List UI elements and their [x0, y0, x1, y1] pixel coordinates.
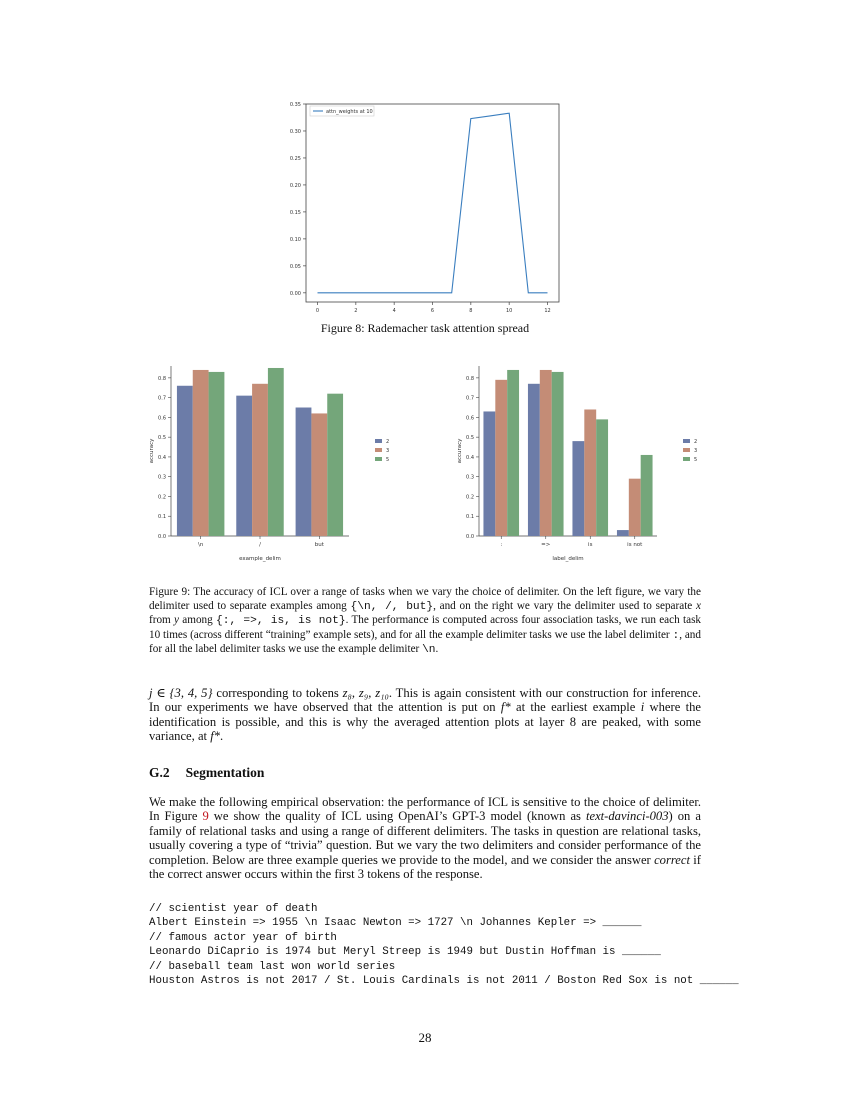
code-line: Leonardo DiCaprio is 1974 but Meryl Streep is 1949 but Dustin Hoffman is ______	[149, 946, 661, 959]
y-tick-label: 0.7	[158, 395, 166, 402]
y-tick-label: 0.6	[158, 415, 166, 422]
y-tick-label: 0.05	[289, 263, 301, 270]
code-line: // scientist year of death	[149, 903, 318, 915]
y-tick-label: 0.5	[466, 435, 474, 442]
x-axis-label: example_delim	[239, 556, 281, 562]
bar	[596, 419, 608, 536]
y-tick-label: 0.2	[158, 494, 166, 501]
x-tick-label: 8	[469, 308, 473, 314]
y-tick-label: 0.1	[466, 514, 474, 521]
bar	[177, 386, 193, 536]
y-tick-label: 0.3	[466, 474, 474, 481]
legend-label: 2	[694, 439, 698, 445]
bar	[552, 372, 564, 536]
bar	[572, 441, 584, 536]
paragraph-attention: j ∈ {3, 4, 5} corresponding to tokens z₈, z₉, z₁₀. This is again consistent with our construction for inference. In our experiments we have observed that the attention is put on f* at the earliest example i where the identification is possible, and this is why the averaged attention plots at layer 8 are peaked, with some variance, at f*.	[149, 686, 701, 744]
x-tick-label: :	[500, 542, 503, 548]
x-tick-label: /	[259, 542, 261, 548]
bar	[540, 370, 552, 536]
bar	[311, 413, 327, 536]
bar	[327, 394, 343, 536]
figure-9-link[interactable]: 9	[202, 809, 209, 824]
y-axis-label: accuracy	[149, 438, 155, 464]
y-tick-label: 0.7	[466, 395, 474, 402]
legend-label: 3	[694, 448, 698, 454]
x-axis-label: label_delim	[552, 556, 584, 562]
y-tick-label: 0.00	[289, 290, 301, 297]
legend-swatch	[683, 448, 690, 452]
code-line: Albert Einstein => 1955 \n Isaac Newton => 1727 \n Johannes Kepler => ______	[149, 917, 642, 930]
fig8-line-chart	[280, 98, 570, 318]
x-tick-label: =>	[541, 542, 551, 548]
paragraph-segmentation: We make the following empirical observation: the performance of ICL is sensitive to the choice of delimiter. In Figure 9 we show the quality of ICL using OpenAI’s GPT-3 model (known as text-davinci-003) on a family of relational tasks and using a range of different delimiters. The tasks in question are relational tasks, usually covering a type of “trivia” question. But we vary the two delimiters and consider performance of the completion. Below are three example queries we provide to the model, and we consider the answer correct if the correct answer occurs within the first 3 tokens of the response.	[149, 795, 701, 882]
y-tick-label: 0.0	[158, 534, 166, 540]
x-tick-label: is not	[627, 542, 643, 548]
bar	[209, 372, 225, 536]
bar	[641, 455, 653, 536]
legend-label: 5	[386, 457, 390, 463]
x-tick-label: 2	[354, 308, 358, 314]
bar	[617, 530, 629, 536]
attn-weights-line	[318, 113, 548, 293]
page-number: 28	[418, 1030, 432, 1045]
y-tick-label: 0.8	[466, 375, 474, 382]
bar	[584, 409, 596, 536]
bar	[296, 408, 312, 536]
bar	[268, 368, 284, 536]
bar	[495, 380, 507, 536]
fig9-caption: Figure 9: The accuracy of ICL over a range of tasks when we vary the choice of delimiter. On the left figure, we vary the delimiter used to separate examples among {\n, /, but}, and on the right we vary the delimiter used to separate x from y among {:, =>, is, is not}. The performance is computed across four association tasks, we run each task 10 times (across different “training” example sets), and for all the example delimiter tasks we use the label delimiter :, and for all the label delimiter tasks we use the example delimiter \n.	[149, 586, 702, 657]
x-tick-label: but	[314, 542, 324, 548]
section-heading	[149, 765, 264, 781]
legend-label: 3	[386, 448, 390, 454]
code-line: // famous actor year of birth	[149, 931, 337, 944]
y-tick-label: 0.1	[158, 514, 166, 521]
x-tick-label: 12	[544, 308, 551, 314]
fig9-left-bar-chart	[135, 358, 415, 568]
legend-swatch	[375, 448, 382, 452]
fig9-right-bar-chart	[443, 358, 723, 568]
x-tick-label: 6	[430, 308, 435, 314]
y-tick-label: 0.4	[158, 454, 166, 461]
y-tick-label: 0.15	[289, 209, 301, 216]
bar	[193, 370, 209, 536]
bar	[528, 384, 540, 536]
legend-swatch	[683, 457, 690, 461]
x-tick-label: 10	[505, 308, 513, 314]
section-title: Segmentation	[185, 765, 265, 780]
y-tick-label: 0.35	[289, 102, 301, 108]
y-tick-label: 0.25	[289, 155, 301, 162]
y-tick-label: 0.6	[466, 415, 474, 422]
x-tick-label: 4	[392, 308, 396, 314]
plot-frame	[306, 104, 559, 302]
legend-label: 5	[694, 457, 698, 463]
y-tick-label: 0.30	[289, 128, 301, 135]
y-axis-label: accuracy	[457, 438, 463, 464]
fig8-caption: Figure 8: Rademacher task attention spread	[320, 321, 530, 335]
section-number: G.2	[149, 765, 170, 780]
y-tick-label: 0.2	[466, 494, 474, 501]
y-tick-label: 0.20	[289, 182, 301, 189]
bar	[483, 411, 495, 536]
legend-swatch	[375, 457, 382, 461]
x-tick-label: is	[588, 542, 593, 548]
bar	[629, 479, 641, 536]
bar	[236, 396, 252, 536]
code-line: Houston Astros is not 2017 / St. Louis Cardinals is not 2011 / Boston Red Sox is not ______	[149, 975, 739, 988]
legend-swatch	[683, 439, 690, 443]
y-tick-label: 0.8	[158, 375, 166, 382]
x-tick-label: \n	[197, 542, 204, 548]
y-tick-label: 0.4	[466, 454, 474, 461]
y-tick-label: 0.3	[158, 474, 166, 481]
y-tick-label: 0.0	[466, 534, 474, 540]
legend-label: attn_weights at 10	[326, 109, 373, 115]
x-tick-label: 0	[315, 308, 320, 314]
bar	[252, 384, 268, 536]
code-block	[149, 902, 739, 988]
y-tick-label: 0.10	[289, 236, 301, 243]
y-tick-label: 0.5	[158, 435, 166, 442]
code-line: // baseball team last won world series	[149, 960, 396, 973]
bar	[507, 370, 519, 536]
legend-label: 2	[386, 439, 390, 445]
legend-swatch	[375, 439, 382, 443]
